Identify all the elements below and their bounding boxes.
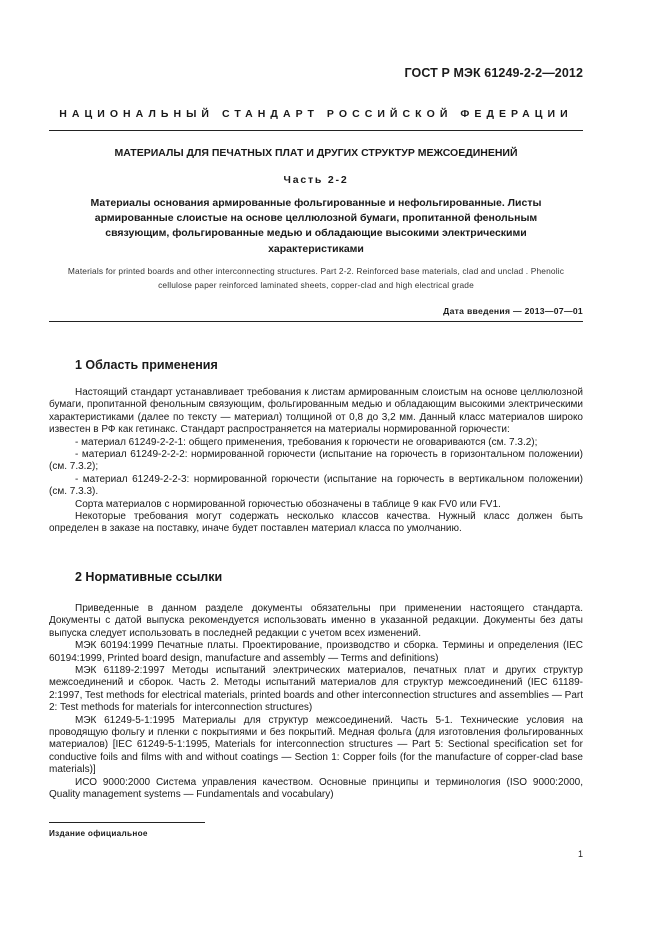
section-2-heading: 2 Нормативные ссылки (75, 570, 223, 584)
paragraph: МЭК 60194:1999 Печатные платы. Проектирование, производство и сборка. Термины и определения (IEC 60194:1999, Printed board design, manufacture and assembly — Terms and definitions) (49, 640, 583, 664)
introduction-date: Дата введения — 2013—07—01 (443, 306, 583, 316)
paragraph: Настоящий стандарт устанавливает требования к листам армированным слоистым на основе целлюлозной бумаги, пропитанной фенольным связующим, фольгированным медью и обладающим высокими электрическими характеристиками (далее по тексту — материал) толщиной от 0,8 до 3,2 мм. Данный класс материалов широко известен в РФ как гетинакс. Стандарт распространяется на материалы нормированной горючести: (49, 387, 583, 436)
date-divider (49, 321, 583, 322)
paragraph: МЭК 61249-5-1:1995 Материалы для структур межсоединений. Часть 5-1. Технические условия на проводящую фольгу и пленки с покрытиями и без покрытий. Медная фольга (для изготовления фольгированных материалов) [IEC 61249-5-1:1995, Materials for interconnection structures — Part 5: Sectional specification set for conductive foils and films with and without coatings — Section 1: Copper foils (for the manufacture of copper-clad base materials)] (49, 714, 583, 776)
page-number: 1 (577, 849, 583, 859)
national-standard-banner: НАЦИОНАЛЬНЫЙ СТАНДАРТ РОССИЙСКОЙ ФЕДЕРАЦИИ (59, 108, 573, 120)
paragraph: ИСО 9000:2000 Система управления качеством. Основные принципы и терминология (ISO 9000:2000, Quality management systems — Fundamentals and vocabulary) (49, 776, 583, 801)
paragraph: - материал 61249-2-2-3: нормированной горючести (испытание на горючесть в вертикальном положении) (см. 7.3.3). (49, 473, 583, 498)
main-title: МАТЕРИАЛЫ ДЛЯ ПЕЧАТНЫХ ПЛАТ И ДРУГИХ СТРУКТУР МЕЖСОЕДИНЕНИЙ (114, 147, 518, 159)
paragraph: Некоторые требования могут содержать несколько классов качества. Нужный класс должен быть определен в заказе на поставку, иначе будет поставлен материал класса по умолчанию. (49, 511, 583, 535)
footer-divider (49, 822, 205, 823)
edition-label: Издание официальное (49, 829, 148, 838)
header-divider (49, 130, 583, 131)
paragraph: Приведенные в данном разделе документы обязательны при применении настоящего стандарта. Документы с датой выпуска рекомендуется использовать именно в указанной редакции. Документы без даты выпуска следует использовать в последней редакции с учетом всех изменений. (49, 603, 583, 639)
section-2-body (49, 603, 583, 802)
document-id: ГОСТ Р МЭК 61249-2-2—2012 (404, 66, 583, 80)
paragraph: Сорта материалов с нормированной горючестью обозначены в таблице 9 как FV0 или FV1. (75, 498, 501, 510)
part-number: Часть 2-2 (283, 174, 349, 186)
paragraph: МЭК 61189-2:1997 Методы испытаний электрических материалов, печатных плат и других структур межсоединений и сборок. Часть 2. Методы испытаний материалов для структур межсоединений (IEC 61189-2:1997, Test methods for electrical materials, printed boards and other interconnection structures and assemblies — Part 2: Test methods for materials for interconnection structures) (49, 665, 583, 714)
section-1-heading: 1 Область применения (75, 358, 218, 372)
paragraph: - материал 61249-2-2-1: общего применения, требования к горючести не оговариваются (см. 7.3.2); (75, 436, 538, 448)
subtitle: Материалы основания армированные фольгированные и нефольгированные. Листы армированные слоистые на основе целлюлозной бумаги, пропитанной фенольным связующим, фольгированные медью и обладающие высокими электрическими характеристиками (90, 197, 542, 255)
paragraph: - материал 61249-2-2-2: нормированной горючести (испытание на горючесть в горизонтальном положении) (см. 7.3.2); (49, 449, 583, 473)
english-title: Materials for printed boards and other interconnecting structures. Part 2-2. Reinforced base materials, clad and unclad . Phenolic cellulose paper reinforced laminated sheets, copper-clad and high electrical grade (67, 266, 565, 290)
section-1-body (49, 387, 583, 536)
